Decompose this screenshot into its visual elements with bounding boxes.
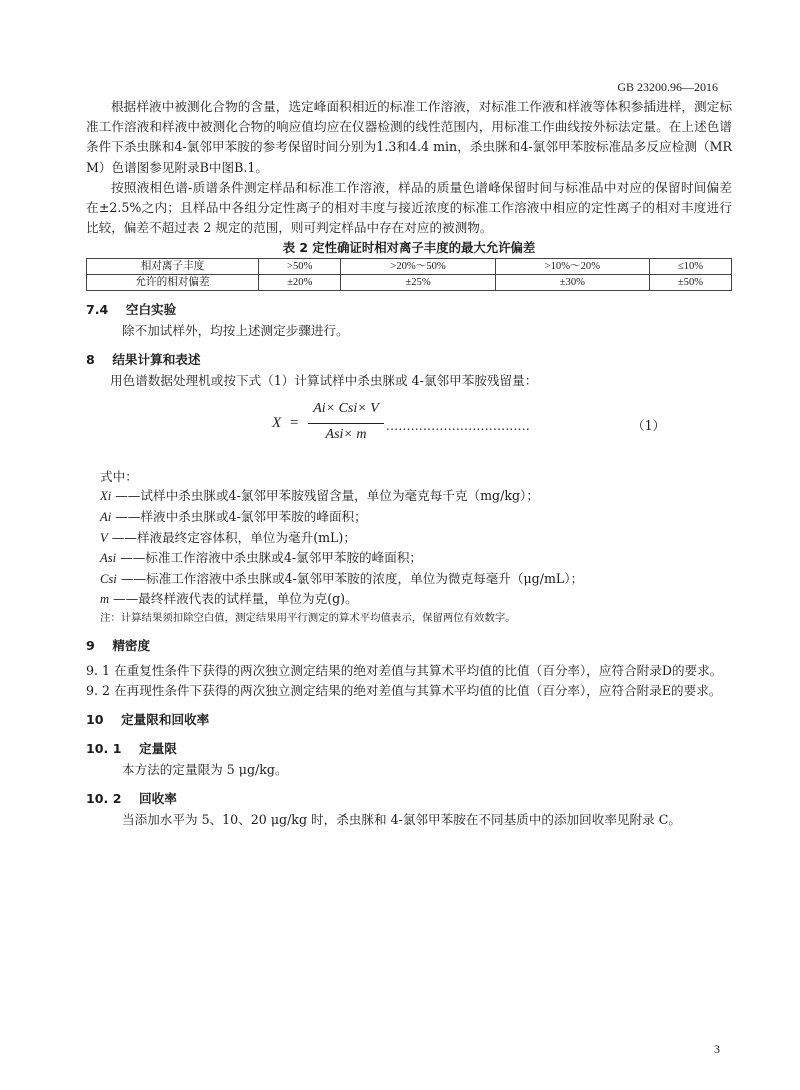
formula-leader-dots: ...................................: [386, 419, 531, 434]
section-8-heading: [86, 350, 732, 370]
page-number: 3: [714, 1042, 720, 1056]
section-number: 10: [86, 712, 104, 728]
table-row-header: 相对离子丰度: [87, 259, 259, 275]
table-row: [87, 259, 732, 275]
variable-description: ——样液最终定容体积，单位为毫升(mL)；: [107, 529, 356, 545]
formula-equals: =: [290, 415, 299, 432]
section-number: 10. 1: [86, 741, 122, 757]
list-item: [100, 486, 732, 507]
list-item: [100, 507, 732, 528]
section-7-4-body: 除不加试样外，均按上述测定步骤进行。: [122, 323, 349, 339]
page-body: [86, 97, 732, 830]
section-10-1-body: 本方法的定量限为 5 μg/kg。: [122, 762, 288, 778]
formula-denominator: Asi× m: [325, 427, 367, 443]
section-number: 10. 2: [86, 791, 122, 807]
variable-symbol: Csi: [100, 571, 117, 586]
table-row-header: 允许的相对偏差: [87, 275, 259, 291]
list-item: [100, 548, 732, 569]
section-8-body: 用色谱数据处理机或按下式（1）计算试样中杀虫脒或 4-氯邻甲苯胺残留量：: [110, 373, 538, 389]
standard-number: GB 23200.96—2016: [617, 80, 718, 94]
formula-1: [86, 401, 732, 449]
table-cell: >50%: [259, 259, 341, 275]
table-cell: ±50%: [649, 275, 731, 291]
section-title: 结果计算和表述: [112, 352, 201, 368]
calculation-note: 注：计算结果须扣除空白值，测定结果用平行测定的算术平均值表示，保留两位有效数字。: [100, 611, 516, 624]
variable-symbol: Asi: [100, 551, 117, 566]
variable-description: ——样液中杀虫脒或4-氯邻甲苯胺的峰面积；: [111, 509, 367, 525]
variable-description: ——试样中杀虫脒或4-氯邻甲苯胺残留含量，单位为毫克每千克（mg/kg）；: [111, 488, 539, 504]
intro-paragraph-2: 按照液相色谱-质谱条件测定样品和标准工作溶液，样品的质量色谱峰保留时间与标准品中对应的保留时间偏差在±2.5%之内；且样品中各组分定性离子的相对丰度与接近浓度的标准工作溶液中相应的定性离子的相对丰度进行比较，偏差不超过表 2 规定的范围，则可判定样品中存在对应的被测物。: [86, 179, 732, 236]
section-7-4-heading: [86, 300, 732, 320]
variable-description: ——标准工作溶液中杀虫脒或4-氯邻甲苯胺的浓度，单位为微克每毫升（μg/mL）；: [116, 570, 584, 586]
table-cell: ≤10%: [649, 259, 731, 275]
list-item: [100, 569, 732, 590]
section-9-1-body: 9. 1 在重复性条件下获得的两次独立测定结果的绝对差值与其算术平均值的比值（百分率），应符合附录D的要求。: [86, 662, 723, 678]
section-9-2-body: 9. 2 在再现性条件下获得的两次独立测定结果的绝对差值与其算术平均值的比值（百分率），应符合附录E的要求。: [86, 683, 722, 699]
list-item: [100, 589, 732, 610]
table-cell: ±25%: [341, 275, 495, 291]
variable-description: ——最终样液代表的试样量，单位为克(g)。: [109, 591, 358, 607]
section-title: 空白实验: [125, 302, 177, 318]
section-10-2-body: 当添加水平为 5、10、20 μg/kg 时，杀虫脒和 4-氯邻甲苯胺在不同基质中的添加回收率见附录 C。: [122, 812, 681, 828]
section-number: 9: [86, 637, 95, 653]
section-10-heading: [86, 710, 732, 730]
list-item: [100, 528, 732, 549]
variable-symbol: Ai: [100, 510, 112, 525]
intro-paragraph-1: 根据样液中被测化合物的含量，选定峰面积相近的标准工作溶液，对标准工作液和样液等体积参插进样，测定标准工作溶液和样液中被测化合物的响应值均应在仪器检测的线性范围内，用标准工作曲线按外标法定量。在上述色谱条件下杀虫脒和4-氯邻甲苯胺的参考保留时间分别为1.3和4.4 min，杀虫脒和4-氯邻甲苯胺标准品多反应检测（MRM）色谱图参见附录B中图B.1。: [86, 99, 732, 175]
fraction-bar: [308, 423, 384, 424]
section-10-2-heading: [86, 789, 732, 809]
section-title: 精密度: [112, 637, 151, 653]
table-row: [87, 275, 732, 291]
variable-list: [86, 486, 732, 610]
section-10-1-heading: [86, 739, 732, 759]
formula-number: （1）: [632, 418, 666, 434]
table-cell: >10%～20%: [495, 259, 649, 275]
section-number: 7.4: [86, 302, 109, 318]
variable-symbol: Xi: [100, 489, 112, 504]
section-title: 回收率: [139, 791, 177, 807]
section-number: 8: [86, 352, 95, 368]
section-title: 定量限和回收率: [121, 712, 210, 728]
formula-numerator: Ai× Csi× V: [313, 401, 379, 417]
where-label: 式中：: [100, 469, 138, 485]
table-cell: ±30%: [495, 275, 649, 291]
variable-description: ——标准工作溶液中杀虫脒或4-氯邻甲苯胺的峰面积；: [116, 550, 423, 566]
table-2-caption: 表 2 定性确证时相对离子丰度的最大允许偏差: [282, 240, 536, 256]
ion-abundance-table: [86, 258, 732, 291]
variable-symbol: m: [100, 592, 110, 607]
variable-symbol: V: [100, 530, 108, 545]
section-title: 定量限: [139, 741, 177, 757]
formula-lhs: X: [272, 415, 282, 432]
section-9-heading: [86, 636, 732, 656]
table-cell: ±20%: [259, 275, 341, 291]
table-cell: >20%～50%: [341, 259, 495, 275]
